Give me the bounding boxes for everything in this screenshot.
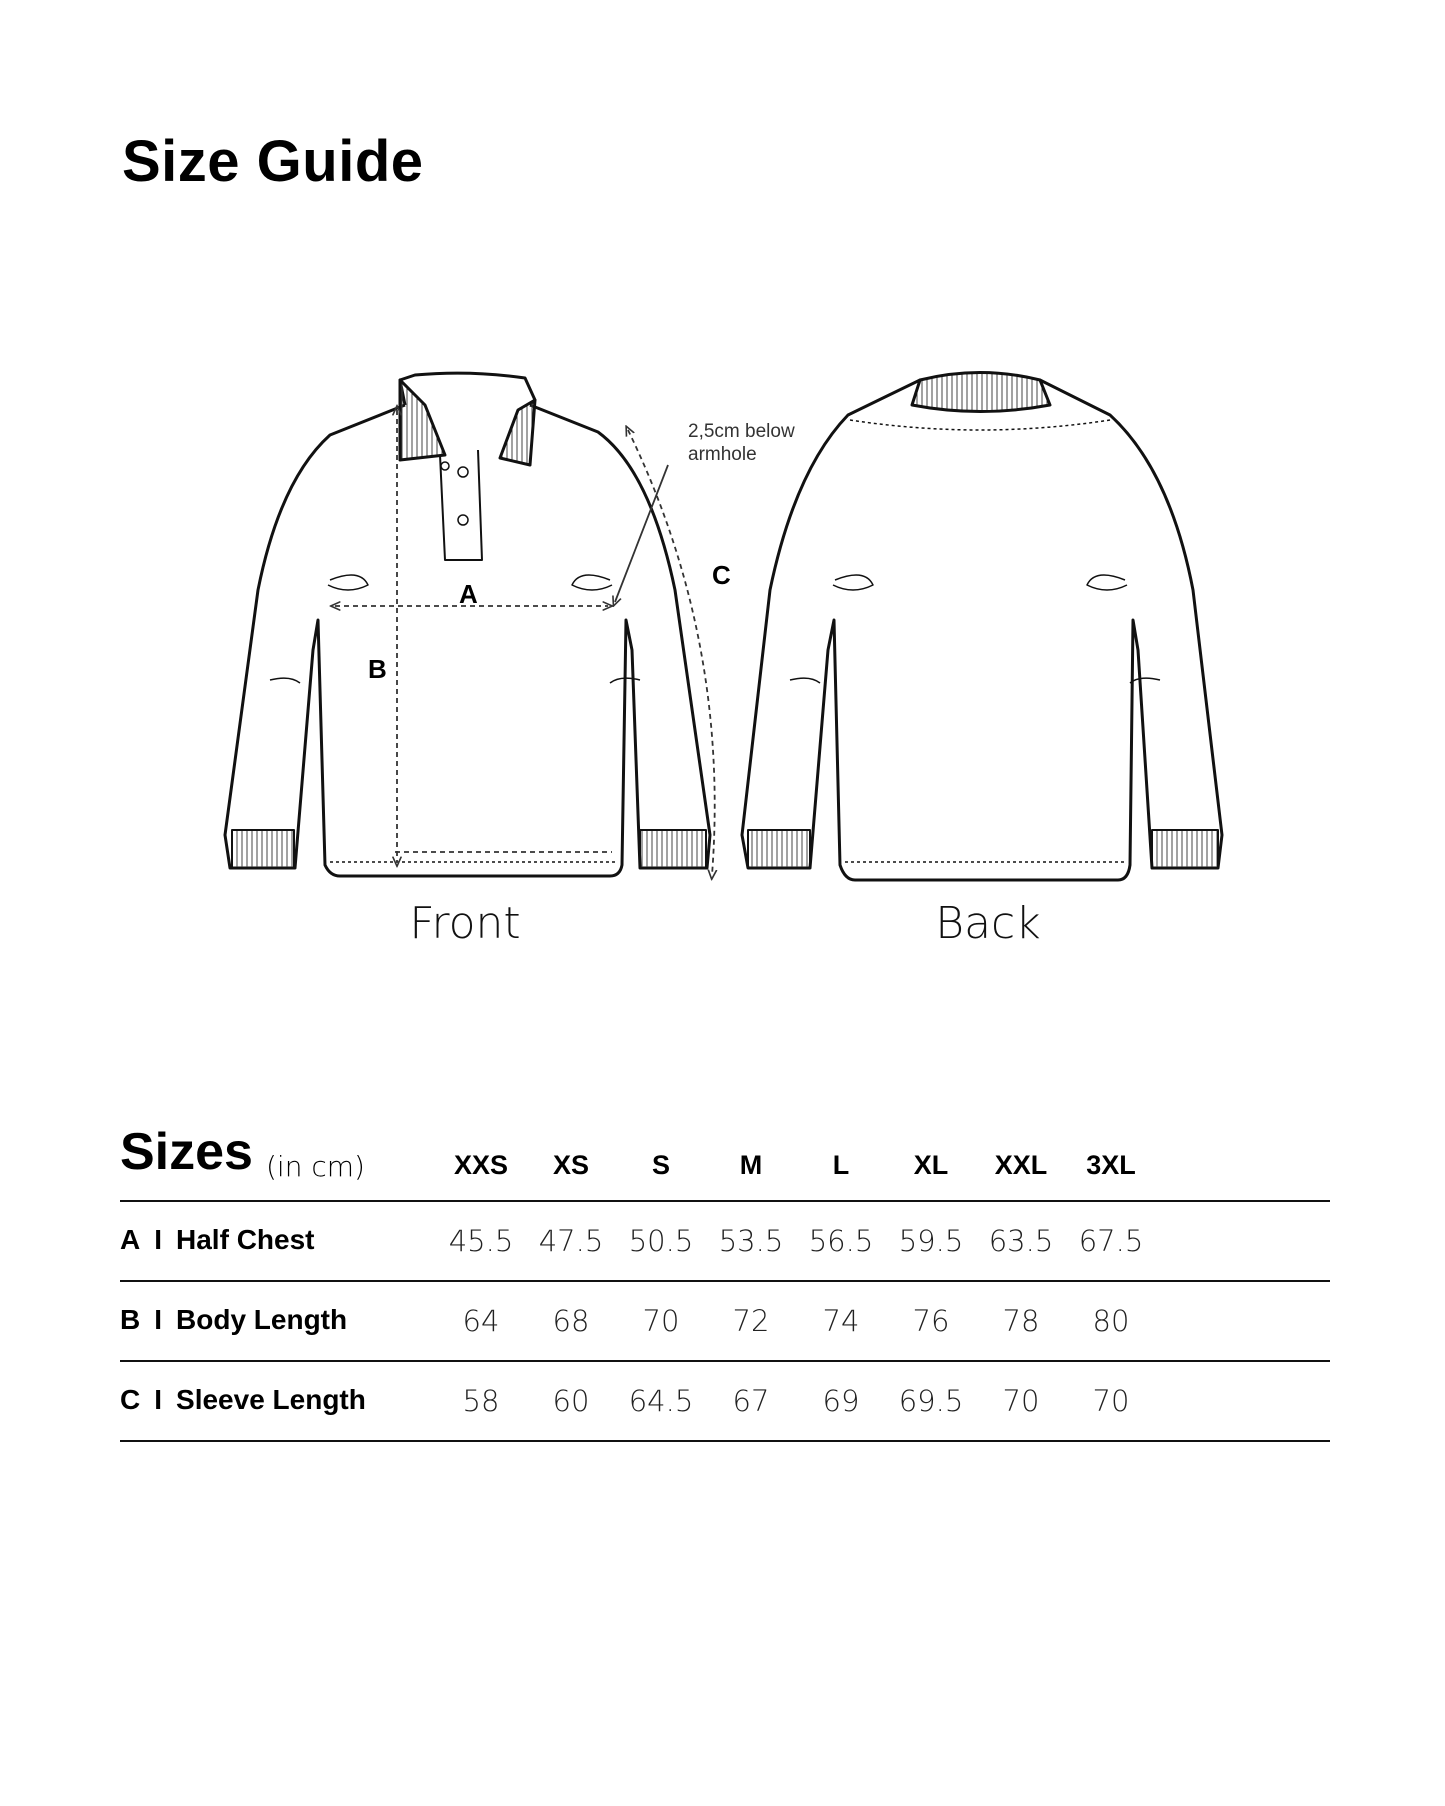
table-cell: 47.5	[538, 1224, 604, 1258]
row-label	[120, 1384, 366, 1416]
table-cell: 59.5	[898, 1224, 964, 1258]
row-name: Body Length	[176, 1304, 348, 1335]
table-cell: 60	[552, 1384, 590, 1418]
table-cell: 74	[822, 1304, 860, 1338]
sizes-unit: (in cm)	[266, 1150, 365, 1183]
measure-c-label: C	[712, 560, 731, 590]
table-cell: 70	[1092, 1384, 1130, 1418]
table-cell: 80	[1092, 1304, 1130, 1338]
table-cell: 53.5	[718, 1224, 784, 1258]
row-name: Half Chest	[176, 1224, 315, 1255]
table-cell: 67.5	[1078, 1224, 1144, 1258]
table-cell: 70	[642, 1304, 680, 1338]
page-title: Size Guide	[122, 129, 424, 194]
size-header-xxs: XXS	[453, 1150, 509, 1180]
row-separator: I	[154, 1304, 163, 1335]
row-label	[120, 1224, 314, 1256]
garment-diagram	[0, 360, 1445, 960]
row-separator: I	[154, 1224, 163, 1255]
back-view-label: Back	[935, 898, 1041, 949]
table-row-body-length	[120, 1282, 1330, 1362]
row-label	[120, 1304, 347, 1336]
table-cell: 69	[822, 1384, 860, 1418]
table-cell: 45.5	[448, 1224, 514, 1258]
armhole-note-line2: armhole	[688, 444, 757, 465]
table-cell: 64	[462, 1304, 500, 1338]
back-shirt	[742, 373, 1222, 881]
front-view-label: Front	[409, 898, 521, 949]
row-name: Sleeve Length	[176, 1384, 366, 1415]
table-cell: 76	[912, 1304, 950, 1338]
table-cell: 78	[1002, 1304, 1040, 1338]
table-cell: 70	[1002, 1384, 1040, 1418]
size-header-s: S	[651, 1150, 670, 1180]
row-separator: I	[154, 1384, 163, 1415]
size-header-m: M	[739, 1150, 763, 1180]
row-letter: A	[120, 1224, 141, 1255]
table-cell: 72	[732, 1304, 770, 1338]
size-header-xl: XL	[913, 1150, 949, 1180]
table-row-sleeve-length	[120, 1362, 1330, 1442]
armhole-note-line1: 2,5cm below	[688, 421, 795, 442]
measure-b-label: B	[368, 654, 387, 684]
table-cell: 68	[552, 1304, 590, 1338]
table-cell: 67	[732, 1384, 770, 1418]
table-cell: 58	[462, 1384, 500, 1418]
size-table	[120, 1123, 1330, 1442]
size-header-xs: XS	[552, 1150, 590, 1180]
size-header-xxl: XXL	[994, 1150, 1048, 1180]
table-cell: 56.5	[808, 1224, 874, 1258]
size-table-header	[120, 1123, 1330, 1202]
row-letter: C	[120, 1384, 141, 1415]
sizes-title: Sizes	[120, 1123, 253, 1181]
table-cell: 63.5	[988, 1224, 1054, 1258]
measure-a-label: A	[459, 579, 478, 609]
size-header-l: L	[832, 1150, 850, 1180]
row-letter: B	[120, 1304, 141, 1335]
table-cell: 50.5	[628, 1224, 694, 1258]
size-header-3xl: 3XL	[1086, 1150, 1136, 1180]
table-row-half-chest	[120, 1202, 1330, 1282]
table-cell: 64.5	[628, 1384, 694, 1418]
table-cell: 69.5	[898, 1384, 964, 1418]
